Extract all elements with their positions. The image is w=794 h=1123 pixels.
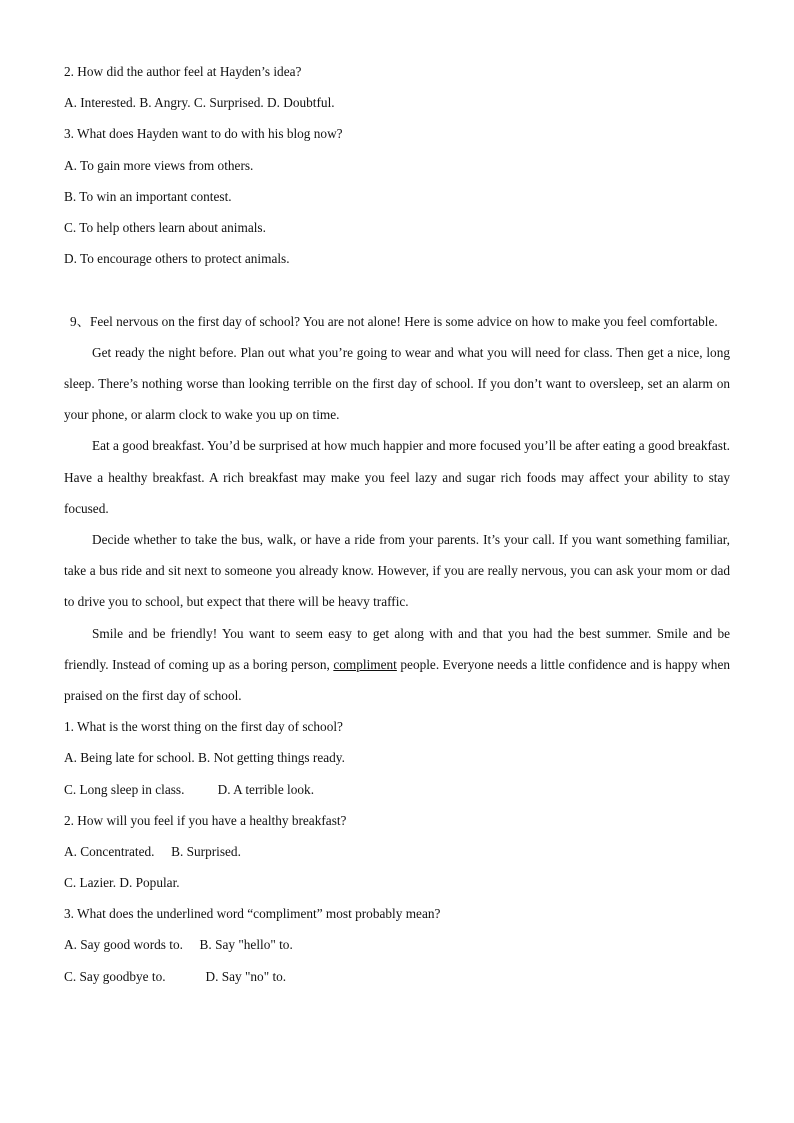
- passage-9-paragraph-1: Get ready the night before. Plan out what you’re going to wear and what you will need for class. Then get a nice, long sleep. There’s nothing worse than looking terrible on the first day of school. If you don’t want to oversleep, set an alarm on your phone, or alarm clock to wake you up on time.: [64, 344, 730, 423]
- page-content: [64, 56, 730, 992]
- passage-9-question-1-text: 1. What is the worst thing on the first day of school?: [64, 719, 343, 735]
- question-3-option-b: B. To win an important contest.: [64, 188, 232, 204]
- passage-9-question-3-options-row-1: A. Say good words to. B. Say "hello" to.: [64, 937, 293, 953]
- question-3-option-c: C. To help others learn about animals.: [64, 219, 266, 235]
- question-2-options: A. Interested. B. Angry. C. Surprised. D. Doubtful.: [64, 95, 335, 111]
- passage-9-question-2-text: 2. How will you feel if you have a healthy breakfast?: [64, 812, 347, 828]
- passage-9-question-3-options-row-2: C. Say goodbye to. D. Say "no" to.: [64, 968, 287, 984]
- passage-9-question-1-options-row-1: A. Being late for school. B. Not getting things ready.: [64, 750, 345, 766]
- paragraph-4-text-before: Smile and be friendly! You want to seem easy to get along with and that you had the best summer. Smile and be friendly. Instead of coming up as a boring person,: [64, 625, 730, 672]
- passage-9-question-2-options-row-1: A. Concentrated. B. Surprised.: [64, 843, 241, 859]
- passage-9-paragraph-4: [64, 618, 730, 712]
- underlined-word-compliment: compliment: [333, 656, 397, 672]
- passage-9-intro: 9、Feel nervous on the first day of school? You are not alone! Here is some advice on how to make you feel comfortable.: [70, 313, 718, 329]
- passage-9-paragraph-3: Decide whether to take the bus, walk, or have a ride from your parents. It’s your call. If you want something familiar, take a bus ride and sit next to someone you already know. However, if you are really nervous, you can ask your mom or dad to drive you to school, but expect that there will be heavy traffic.: [64, 531, 730, 610]
- passage-9-question-2-options-row-2: C. Lazier. D. Popular.: [64, 875, 180, 891]
- question-3-option-a: A. To gain more views from others.: [64, 157, 254, 173]
- passage-9-question-1-options-row-2: C. Long sleep in class. D. A terrible look.: [64, 781, 315, 797]
- question-3-option-d: D. To encourage others to protect animals.: [64, 251, 290, 267]
- question-3-text: 3. What does Hayden want to do with his blog now?: [64, 126, 343, 142]
- paragraph-4-text-after: people. Everyone needs a little confidence and is happy when praised on the first day of school.: [64, 656, 731, 703]
- section-gap: [64, 274, 730, 305]
- passage-9-question-3-text: 3. What does the underlined word “compliment” most probably mean?: [64, 906, 441, 922]
- passage-9-paragraph-2: Eat a good breakfast. You’d be surprised at how much happier and more focused you’ll be after eating a good breakfast. Have a healthy breakfast. A rich breakfast may make you feel lazy and sugar rich foods may affect your ability to stay focused.: [64, 438, 730, 516]
- question-2-text: 2. How did the author feel at Hayden’s idea?: [64, 64, 302, 79]
